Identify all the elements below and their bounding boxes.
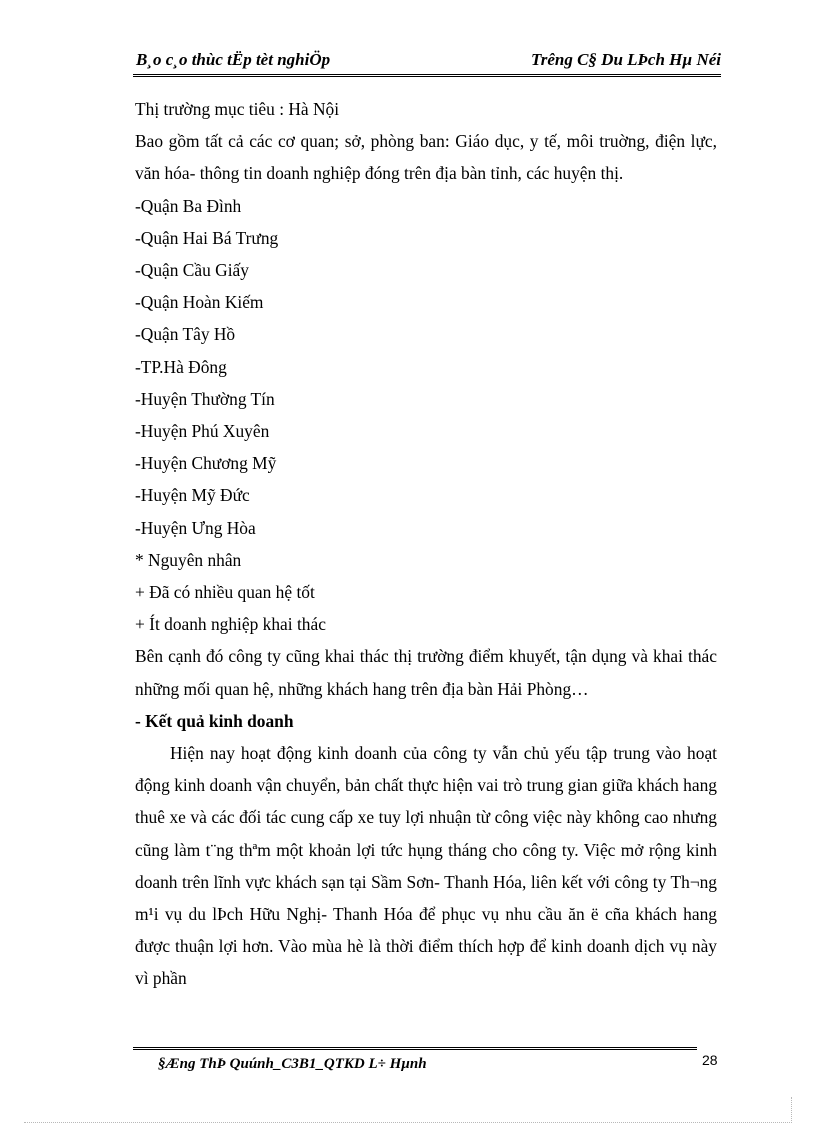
list-item: -TP.Hà Đông: [135, 356, 227, 377]
reason-item: + Đã có nhiều quan hệ tốt: [135, 582, 315, 603]
header-school-name: Trêng C§ Du LÞch Hµ Néi: [530, 50, 721, 69]
target-market-line: Thị trường mục tiêu : Hà Nội: [135, 99, 340, 119]
page-body: [135, 93, 717, 995]
footer-author: §Æng ThÞ Quúnh_C3B1_QTKD L÷ Hµnh: [158, 1056, 427, 1072]
list-item: -Huyện Chương Mỹ: [135, 453, 277, 474]
additional-market-paragraph: Bên cạnh đó công ty cũng khai thác thị trường điểm khuyết, tận dụng và khai thác những mối quan hệ, những khách hang trên địa bàn Hải Phòng…: [135, 646, 717, 699]
page-header: [133, 48, 721, 72]
header-report-title: B¸o c¸o thùc tËp tèt nghiÖp: [136, 50, 331, 69]
list-item: -Quận Hoàn Kiếm: [135, 292, 264, 313]
page-number: 28: [702, 1052, 718, 1068]
header-divider: [133, 74, 721, 77]
business-results-paragraph: Hiện nay hoạt động kinh doanh của công ty vẫn chủ yếu tập trung vào hoạt động kinh doanh vận chuyển, bản chất thực hiện vai trò trung gian giữa khách hang thuê xe và các đối tác cung cấp xe tuy lợi nhuận từ công việc này không cao nhưng cũng làm t¨ng thªm một khoản lợi tức hụng tháng cho công ty. Việc mở rộng kinh doanh trên lĩnh vực khách sạn tại Sầm Sơn- Thanh Hóa, liên kết với công ty Th¬ng m¹i vụ du lÞch Hữu Nghị- Thanh Hóa để phục vụ nhu cầu ăn ë cña khách hang được thuận lợi hơn. Vào mùa hè là thời điểm thích hợp để kinh doanh dịch vụ này vì phần: [135, 743, 717, 989]
scope-paragraph: Bao gồm tất cả các cơ quan; sở, phòng ban: Giáo dục, y tế, môi truờng, điện lực, văn hóa- thông tin doanh nghiệp đóng trên địa bàn tỉnh, các huyện thị.: [135, 131, 717, 184]
footer-divider: [133, 1047, 697, 1050]
list-item: -Quận Cầu Giấy: [135, 260, 249, 281]
reason-heading: * Nguyên nhân: [135, 549, 242, 570]
list-item: -Huyện Mỹ Đức: [135, 485, 250, 506]
list-item: -Quận Hai Bá Trưng: [135, 227, 279, 248]
list-item: -Quận Tây Hồ: [135, 324, 236, 345]
section-heading: - Kết quả kinh doanh: [135, 710, 294, 731]
list-item: -Quận Ba Đình: [135, 195, 242, 216]
reason-item: + Ít doanh nghiệp khai thác: [135, 614, 326, 635]
page-edge-right: [791, 1097, 792, 1123]
list-item: -Huyện Phú Xuyên: [135, 421, 270, 442]
list-item: -Huyện Ưng Hòa: [135, 517, 256, 538]
list-item: -Huyện Thường Tín: [135, 388, 275, 409]
